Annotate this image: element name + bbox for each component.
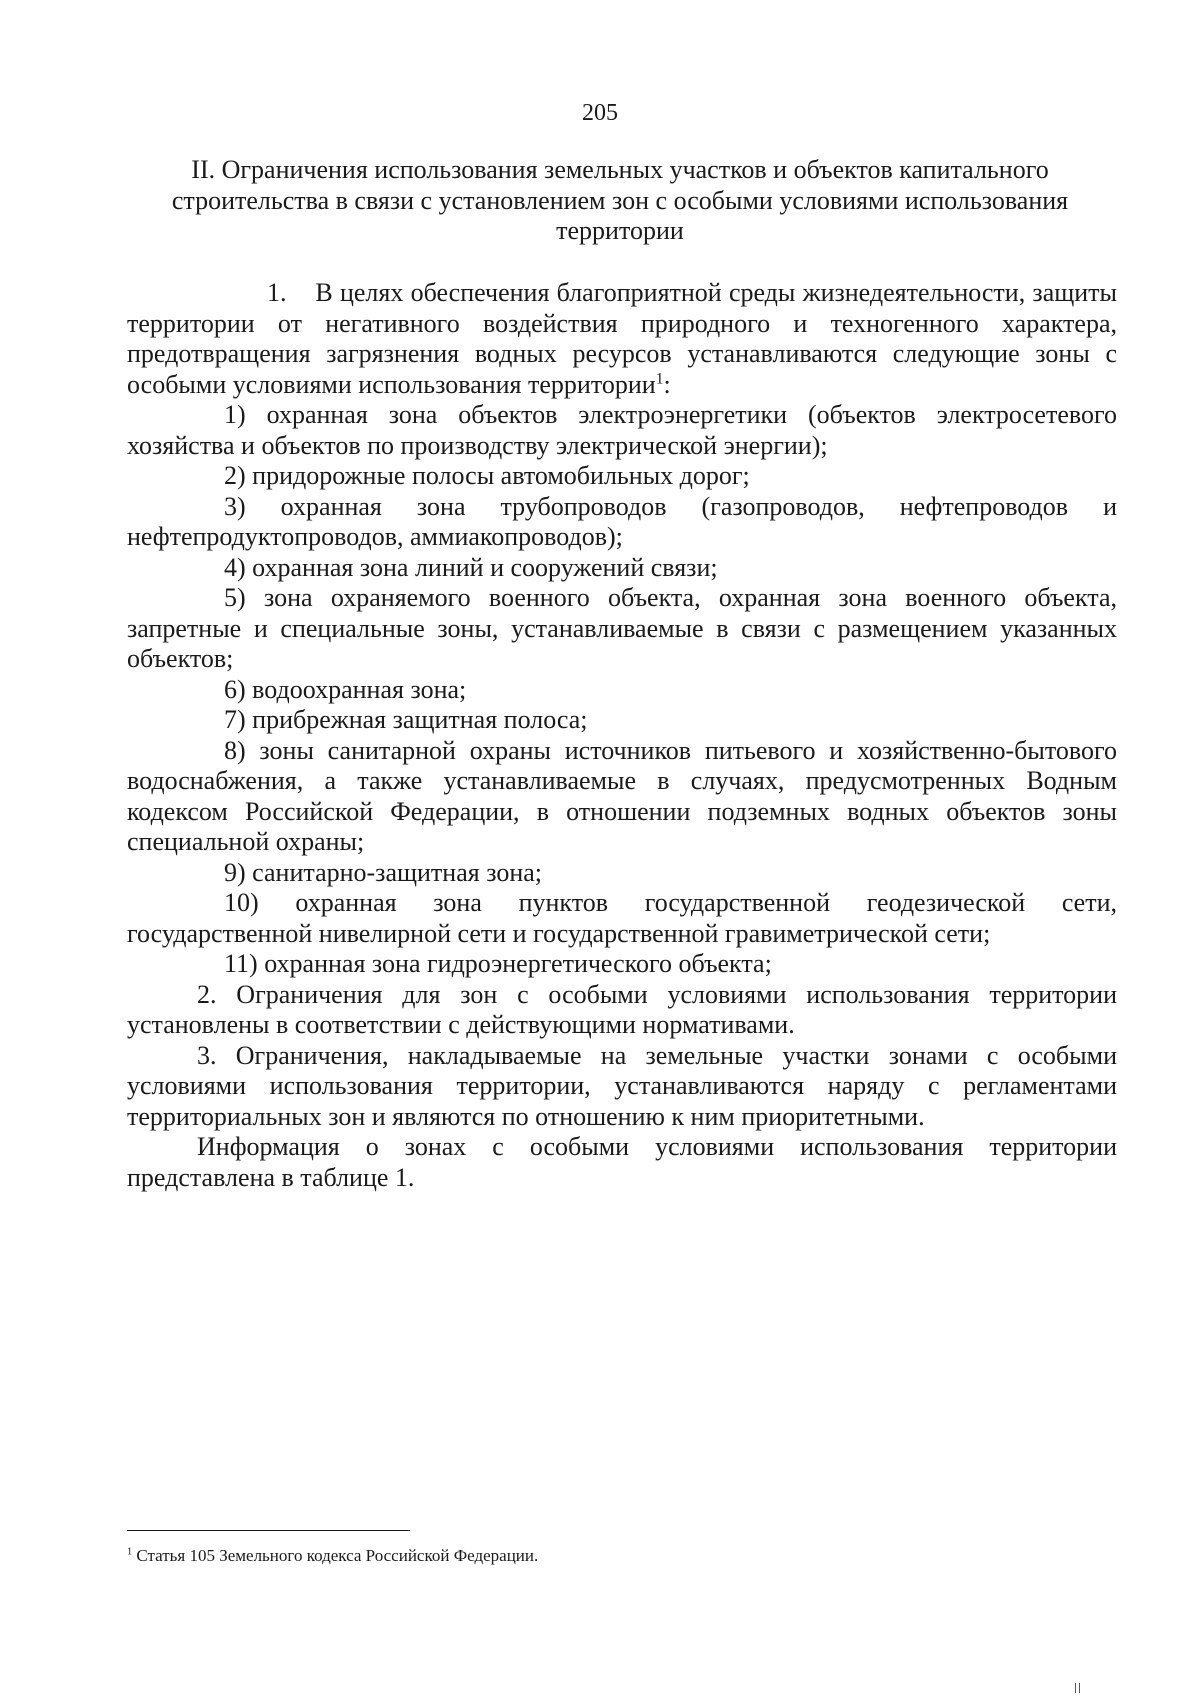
document-body: [127, 278, 1117, 1193]
footnote-marker: 1: [127, 1546, 133, 1558]
footnote: [127, 1545, 1027, 1567]
paragraph-4: Информация о зонах с особыми условиями использования территории представлена в таблице 1.: [127, 1132, 1117, 1192]
footnote-text: Статья 105 Земельного кодекса Российской Федерации.: [136, 1546, 539, 1565]
paragraph-1: [127, 278, 1117, 400]
paragraph-2: 2. Ограничения для зон с особыми условиями использования территории установлены в соответствии с действующими нормативами.: [127, 979, 1117, 1039]
zone-item: 2) придорожные полосы автомобильных дорог;: [224, 461, 750, 490]
footnote-reference: 1: [655, 369, 664, 387]
zone-item: 5) зона охраняемого военного объекта, охранная зона военного объекта, запретные и специальные зоны, устанавливаемые в связи с размещением указанных объектов;: [127, 583, 1117, 673]
zone-item: 7) прибрежная защитная полоса;: [224, 705, 588, 734]
zone-item: 3) охранная зона трубопроводов (газопроводов, нефтепроводов и нефтепродуктопроводов, аммиакопроводов);: [127, 491, 1117, 551]
paragraph-1-number: 1.: [267, 278, 287, 307]
section-title: II. Ограничения использования земельных участков и объектов капитального строительства в связи с установлением зон с особыми условиями использования территории: [171, 155, 1069, 245]
scan-artifact: [1075, 1683, 1080, 1693]
footnote-separator: [127, 1530, 410, 1531]
zone-item: 1) охранная зона объектов электроэнергетики (объектов электросетевого хозяйства и объектов по производству электрической энергии);: [127, 400, 1117, 460]
zone-item: 4) охранная зона линий и сооружений связи;: [224, 552, 718, 582]
paragraph-3: 3. Ограничения, накладываемые на земельные участки зонами с особыми условиями использования территории, устанавливаются наряду с регламентами территориальных зон и являются по отношению к ним приоритетными.: [127, 1040, 1117, 1131]
zone-item: 8) зоны санитарной охраны источников питьевого и хозяйственно-бытового водоснабжения, а также устанавливаемые в случаях, предусмотренных Водным кодексом Российской Федерации, в отношении подземных водных объектов зоны специальной охраны;: [127, 735, 1117, 856]
zone-item: 11) охранная зона гидроэнергетического объекта;: [224, 949, 772, 978]
zone-item: 9) санитарно-защитная зона;: [224, 857, 542, 887]
page-number: 205: [582, 100, 618, 126]
zone-item: 10) охранная зона пунктов государственной геодезической сети, государственной нивелирной сети и государственной гравиметрической сети;: [127, 888, 1117, 948]
zone-item: 6) водоохранная зона;: [224, 674, 467, 704]
paragraph-1-text: В целях обеспечения благоприятной среды жизнедеятельности, защиты территории от негативного воздействия природного и техногенного характера, предотвращения загрязнения водных ресурсов устанавливаются следующие зоны с особыми условиями использования территории: [127, 278, 1117, 399]
paragraph-1-end: :: [663, 369, 671, 399]
